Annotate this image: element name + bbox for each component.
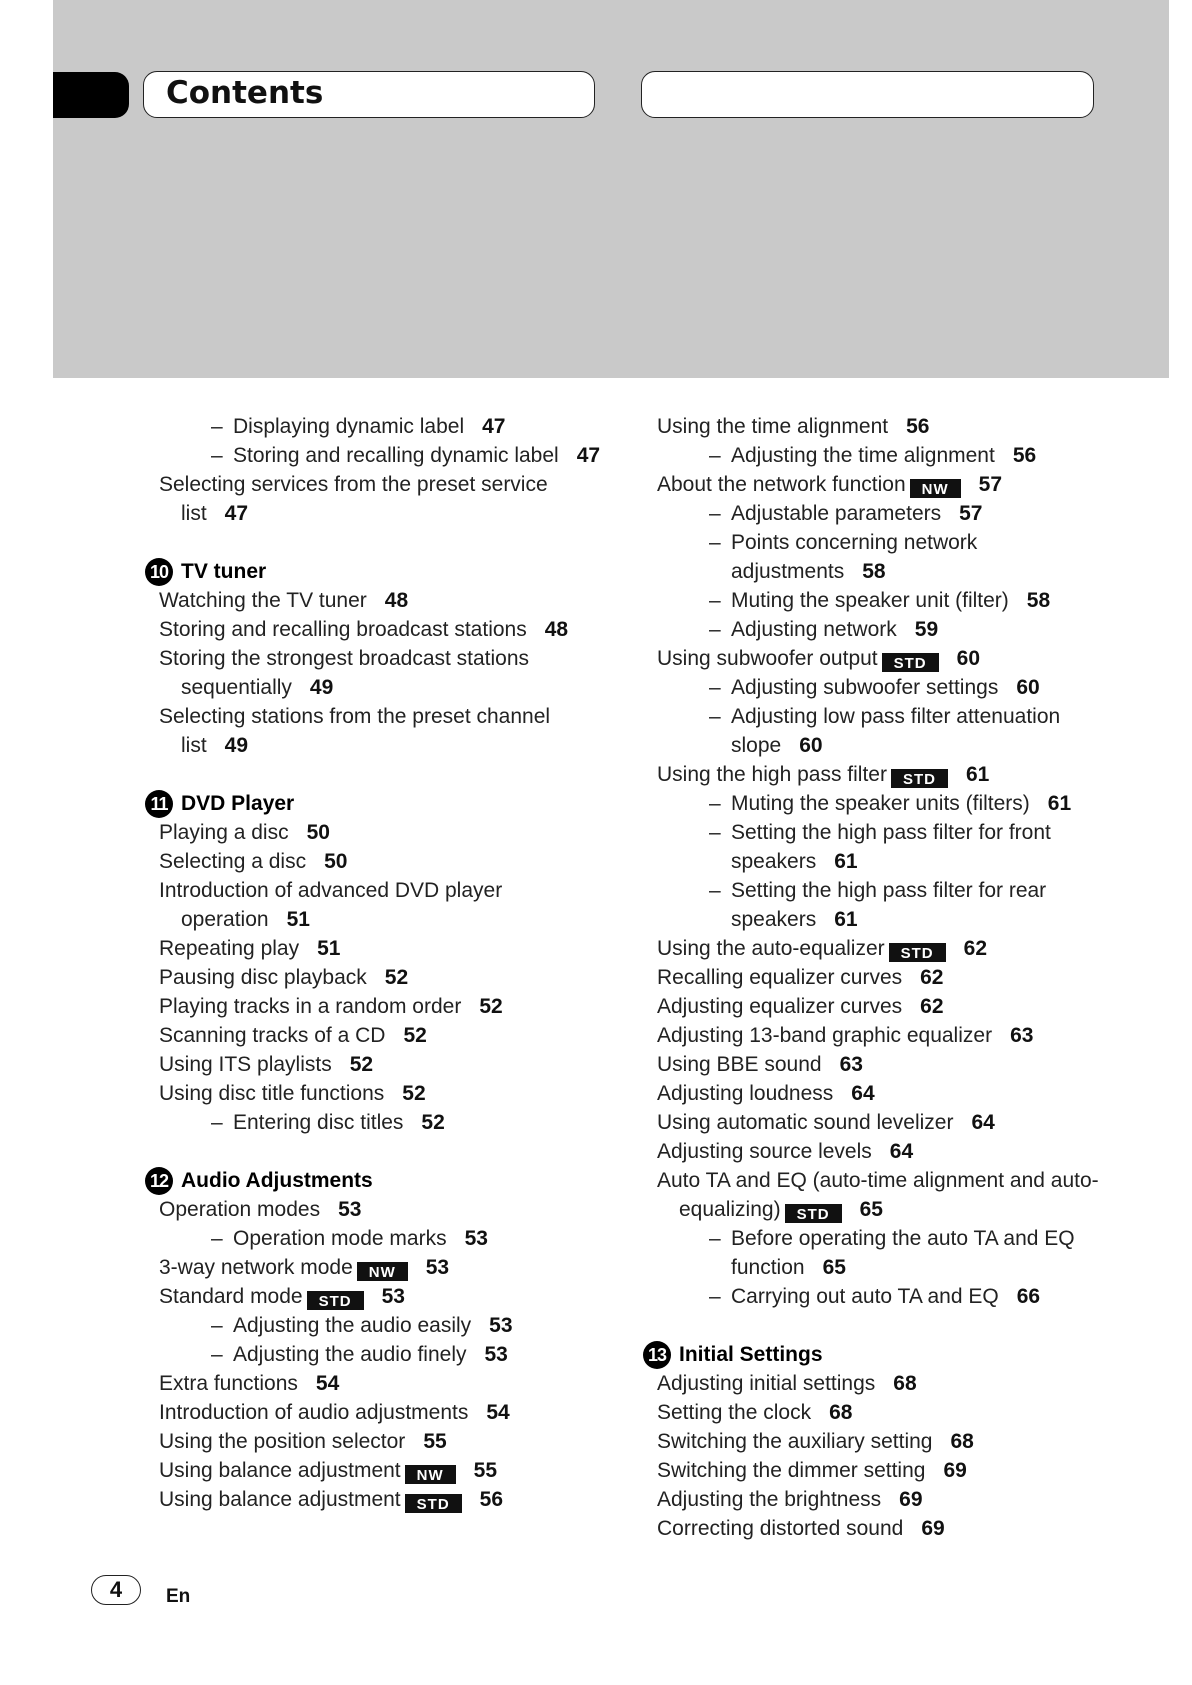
toc-page-number: 52 (403, 1024, 427, 1047)
toc-page-number: 51 (286, 908, 310, 931)
title-box-blank (641, 71, 1094, 118)
toc-entry[interactable] (643, 1282, 1113, 1311)
toc-entry[interactable] (643, 818, 1113, 876)
dash-marker: – (709, 676, 721, 699)
toc-entry[interactable] (145, 1282, 615, 1311)
toc-entry-title: Using disc title functions (159, 1082, 385, 1105)
dash-marker: – (709, 1227, 721, 1250)
toc-page-number: 47 (576, 444, 601, 467)
toc-entry[interactable] (145, 1079, 615, 1108)
toc-entry[interactable] (643, 615, 1113, 644)
section-heading[interactable] (145, 789, 615, 818)
mode-badge: STD (882, 653, 939, 672)
toc-entry[interactable] (145, 1340, 615, 1369)
toc-entry[interactable] (643, 528, 1113, 586)
dash-marker: – (709, 1285, 721, 1308)
toc-entry-title: Operation modes (159, 1198, 321, 1221)
header-band (53, 0, 1169, 378)
toc-entry-title: Watching the TV tuner (159, 589, 367, 612)
toc-entry[interactable] (643, 1398, 1113, 1427)
mode-badge: STD (889, 943, 946, 962)
toc-entry[interactable] (145, 1108, 615, 1137)
toc-entry-title: Selecting a disc (159, 850, 307, 873)
toc-entry[interactable] (643, 1369, 1113, 1398)
section-title: TV tuner (181, 560, 267, 583)
toc-entry[interactable] (145, 847, 615, 876)
toc-entry[interactable] (145, 1427, 615, 1456)
toc-page-number: 47 (224, 502, 249, 525)
toc-entry[interactable] (643, 1485, 1113, 1514)
toc-entry-title: Using automatic sound levelizer (657, 1111, 954, 1134)
section-number-icon: 13 (643, 1341, 671, 1369)
dash-marker: – (211, 444, 223, 467)
dash-marker: – (709, 705, 721, 728)
toc-page-number: 55 (473, 1459, 498, 1482)
toc-entry-title: Adjustable parameters (731, 502, 942, 525)
toc-entry-title: Setting the clock (657, 1401, 812, 1424)
toc-entry[interactable] (643, 1456, 1113, 1485)
toc-page-number: 69 (899, 1488, 923, 1511)
toc-entry[interactable] (643, 1224, 1113, 1282)
toc-entry-title: Auto TA and EQ (auto-time alignment and auto-equalizing) (657, 1169, 1099, 1221)
toc-entry-title: Before operating the auto TA and EQ function (731, 1227, 1075, 1279)
toc-entry-title: Standard mode (159, 1285, 303, 1308)
toc-entry-title: Adjusting the time alignment (731, 444, 995, 467)
toc-entry-title: Introduction of audio adjustments (159, 1401, 469, 1424)
toc-entry-title: Adjusting 13-band graphic equalizer (657, 1024, 993, 1047)
section-number-icon: 12 (145, 1167, 173, 1195)
toc-page-number: 54 (315, 1372, 340, 1395)
dash-marker: – (709, 502, 721, 525)
toc-entry[interactable] (145, 615, 615, 644)
toc-entry-title: Using the position selector (159, 1430, 406, 1453)
toc-entry[interactable] (643, 1108, 1113, 1137)
toc-page-number: 66 (1016, 1285, 1041, 1308)
toc-entry[interactable] (145, 1253, 615, 1282)
toc-entry[interactable] (145, 702, 615, 760)
toc-page-number: 50 (324, 850, 348, 873)
toc-page-number: 54 (486, 1401, 510, 1424)
toc-entry-title: Adjusting the brightness (657, 1488, 882, 1511)
toc-page-number: 69 (921, 1517, 945, 1540)
toc-entry[interactable] (643, 1079, 1113, 1108)
toc-entry-title: Switching the auxiliary setting (657, 1430, 933, 1453)
toc-entry-title: About the network function (657, 473, 906, 496)
toc-entry-title: Recalling equalizer curves (657, 966, 903, 989)
toc-entry-title: Adjusting the audio finely (233, 1343, 467, 1366)
toc-page-number: 65 (822, 1256, 846, 1279)
toc-left-column (145, 412, 615, 1514)
toc-page-number: 52 (421, 1111, 445, 1134)
toc-entry-title: Playing tracks in a random order (159, 995, 462, 1018)
toc-entry[interactable] (145, 1311, 615, 1340)
toc-page-number: 53 (484, 1343, 508, 1366)
dash-marker: – (709, 444, 721, 467)
toc-entry-title: Operation mode marks (233, 1227, 447, 1250)
toc-page-number: 53 (425, 1256, 450, 1279)
toc-entry[interactable] (643, 1050, 1113, 1079)
toc-entry-title: Scanning tracks of a CD (159, 1024, 386, 1047)
toc-page-number: 47 (482, 415, 506, 438)
toc-entry-title: Adjusting loudness (657, 1082, 834, 1105)
toc-entry[interactable] (643, 1021, 1113, 1050)
toc-entry[interactable] (145, 963, 615, 992)
toc-entry[interactable] (643, 1514, 1113, 1543)
toc-entry-title: Using the time alignment (657, 415, 889, 438)
toc-entry[interactable] (145, 818, 615, 847)
section-number-icon: 11 (145, 790, 173, 818)
dash-marker: – (211, 1314, 223, 1337)
section-heading[interactable] (145, 1166, 615, 1195)
toc-entry-title: Correcting distorted sound (657, 1517, 904, 1540)
toc-page-number: 61 (834, 850, 858, 873)
toc-page-number: 68 (829, 1401, 853, 1424)
toc-entry-title: Carrying out auto TA and EQ (731, 1285, 999, 1308)
toc-entry[interactable] (145, 470, 615, 528)
toc-entry-title: Using balance adjustment (159, 1459, 401, 1482)
toc-entry[interactable] (643, 499, 1113, 528)
mode-badge: STD (785, 1204, 842, 1223)
toc-entry-title: Using the high pass filter (657, 763, 887, 786)
toc-entry[interactable] (643, 586, 1113, 615)
toc-entry[interactable] (643, 1137, 1113, 1166)
toc-entry-title: Adjusting initial settings (657, 1372, 876, 1395)
toc-entry[interactable] (643, 876, 1113, 934)
toc-page-number: 53 (381, 1285, 405, 1308)
mode-badge: STD (307, 1291, 364, 1310)
toc-page-number: 68 (950, 1430, 974, 1453)
toc-entry[interactable] (145, 992, 615, 1021)
toc-page-number: 60 (799, 734, 823, 757)
mode-badge: STD (891, 769, 948, 788)
toc-page-number: 48 (384, 589, 409, 612)
toc-entry[interactable] (145, 412, 615, 441)
toc-page-number: 64 (971, 1111, 995, 1134)
toc-page-number: 61 (1047, 792, 1072, 815)
toc-entry[interactable] (643, 441, 1113, 470)
toc-entry-title: Muting the speaker units (filters) (731, 792, 1030, 815)
toc-page-number: 57 (959, 502, 983, 525)
toc-entry-title: Using subwoofer output (657, 647, 878, 670)
toc-page-number: 58 (1026, 589, 1051, 612)
dash-marker: – (709, 589, 721, 612)
toc-page-number: 62 (963, 937, 987, 960)
toc-entry[interactable] (643, 702, 1113, 760)
toc-entry-title: Setting the high pass filter for rear speakers (731, 879, 1047, 931)
page-number-badge (91, 1575, 141, 1605)
dash-marker: – (709, 879, 721, 902)
dash-marker: – (211, 1343, 223, 1366)
toc-page-number: 63 (839, 1053, 863, 1076)
toc-entry-title: Using balance adjustment (159, 1488, 401, 1511)
toc-page-number: 63 (1010, 1024, 1034, 1047)
section-title: Initial Settings (679, 1343, 823, 1366)
language-label: En (166, 1586, 191, 1607)
toc-page-number: 50 (306, 821, 330, 844)
toc-entry-title: Selecting stations from the preset channel list (159, 705, 551, 757)
toc-entry-title: Adjusting network (731, 618, 897, 641)
toc-page-number: 49 (309, 676, 334, 699)
toc-entry[interactable] (643, 1166, 1113, 1224)
toc-entry-title: Storing and recalling dynamic label (233, 444, 559, 467)
section-heading[interactable] (643, 1340, 1113, 1369)
toc-page-number: 56 (906, 415, 930, 438)
toc-entry-title: Using ITS playlists (159, 1053, 332, 1076)
toc-entry[interactable] (643, 673, 1113, 702)
toc-entry-title: Extra functions (159, 1372, 298, 1395)
dash-marker: – (211, 1227, 223, 1250)
toc-page-number: 62 (920, 966, 944, 989)
toc-page-number: 69 (943, 1459, 967, 1482)
mode-badge: NW (357, 1262, 408, 1281)
toc-entry-title: Adjusting source levels (657, 1140, 872, 1163)
mode-badge: NW (910, 479, 961, 498)
toc-entry[interactable] (145, 1224, 615, 1253)
toc-entry-title: Adjusting the audio easily (233, 1314, 472, 1337)
toc-entry-title: Setting the high pass filter for front speakers (731, 821, 1051, 873)
toc-entry-title: Storing the strongest broadcast stations sequentially (159, 647, 530, 699)
toc-entry[interactable] (145, 1021, 615, 1050)
toc-entry[interactable] (145, 1456, 615, 1485)
toc-entry[interactable] (145, 441, 615, 470)
toc-entry-title: Storing and recalling broadcast stations (159, 618, 527, 641)
toc-page-number: 64 (851, 1082, 875, 1105)
toc-page-number: 52 (349, 1053, 374, 1076)
toc-entry[interactable] (145, 1050, 615, 1079)
toc-entry[interactable] (145, 876, 615, 934)
page-number: 4 (109, 1577, 123, 1602)
toc-page-number: 52 (402, 1082, 426, 1105)
toc-entry[interactable] (643, 789, 1113, 818)
toc-page-number: 65 (859, 1198, 883, 1221)
toc-entry[interactable] (145, 1398, 615, 1427)
toc-entry-title: Playing a disc (159, 821, 289, 844)
toc-entry[interactable] (145, 1369, 615, 1398)
title-tab-marker (53, 72, 129, 118)
dash-marker: – (709, 792, 721, 815)
toc-entry-title: Pausing disc playback (159, 966, 367, 989)
toc-page-number: 49 (224, 734, 249, 757)
toc-page-number: 56 (1012, 444, 1037, 467)
toc-entry-title: Adjusting low pass filter attenuation slope (731, 705, 1061, 757)
toc-entry-title: Displaying dynamic label (233, 415, 465, 438)
toc-page-number: 61 (834, 908, 858, 931)
toc-entry[interactable] (643, 1427, 1113, 1456)
toc-entry[interactable] (145, 934, 615, 963)
dash-marker: – (709, 821, 721, 844)
toc-entry-title: 3-way network mode (159, 1256, 353, 1279)
toc-entry[interactable] (643, 470, 1113, 499)
toc-entry[interactable] (145, 1195, 615, 1224)
toc-page-number: 51 (317, 937, 341, 960)
toc-entry-title: Introduction of advanced DVD player operation (159, 879, 503, 931)
toc-page-number: 60 (956, 647, 980, 670)
toc-entry[interactable] (643, 760, 1113, 789)
toc-entry-title: Adjusting equalizer curves (657, 995, 903, 1018)
section-title: Audio Adjustments (181, 1169, 373, 1192)
mode-badge: NW (405, 1465, 456, 1484)
dash-marker: – (211, 1111, 223, 1134)
toc-entry-title: Switching the dimmer setting (657, 1459, 926, 1482)
toc-entry-title: Points concerning network adjustments (731, 531, 978, 583)
toc-page-number: 58 (862, 560, 886, 583)
toc-page-number: 62 (920, 995, 944, 1018)
toc-page-number: 68 (893, 1372, 917, 1395)
toc-entry[interactable] (643, 644, 1113, 673)
toc-entry-title: Using BBE sound (657, 1053, 822, 1076)
dash-marker: – (211, 415, 223, 438)
section-number-icon: 10 (145, 558, 173, 586)
toc-page-number: 55 (423, 1430, 447, 1453)
toc-page-number: 59 (914, 618, 939, 641)
toc-entry-title: Using the auto-equalizer (657, 937, 885, 960)
toc-page-number: 53 (464, 1227, 488, 1250)
title-box (143, 71, 595, 118)
toc-entry[interactable] (145, 1485, 615, 1514)
dash-marker: – (709, 531, 721, 554)
toc-right-column (643, 412, 1113, 1543)
toc-page-number: 53 (489, 1314, 513, 1337)
toc-entry[interactable] (643, 963, 1113, 992)
section-title: DVD Player (181, 792, 295, 815)
toc-page-number: 61 (965, 763, 990, 786)
toc-entry[interactable] (145, 586, 615, 615)
toc-entry-title: Adjusting subwoofer settings (731, 676, 999, 699)
toc-page-number: 56 (479, 1488, 504, 1511)
toc-entry[interactable] (643, 934, 1113, 963)
toc-entry[interactable] (643, 412, 1113, 441)
toc-page-number: 52 (479, 995, 503, 1018)
mode-badge: STD (405, 1494, 462, 1513)
toc-page-number: 52 (384, 966, 409, 989)
page-title: Contents (166, 75, 324, 111)
toc-entry-title: Muting the speaker unit (filter) (731, 589, 1009, 612)
toc-page-number: 53 (338, 1198, 362, 1221)
section-heading[interactable] (145, 557, 615, 586)
dash-marker: – (709, 618, 721, 641)
toc-entry-title: Selecting services from the preset service list (159, 473, 548, 525)
toc-page-number: 48 (544, 618, 569, 641)
toc-entry-title: Repeating play (159, 937, 300, 960)
toc-page-number: 64 (889, 1140, 914, 1163)
toc-entry-title: Entering disc titles (233, 1111, 404, 1134)
toc-entry[interactable] (145, 644, 615, 702)
toc-page-number: 60 (1016, 676, 1040, 699)
toc-entry[interactable] (643, 992, 1113, 1021)
toc-page-number: 57 (978, 473, 1003, 496)
